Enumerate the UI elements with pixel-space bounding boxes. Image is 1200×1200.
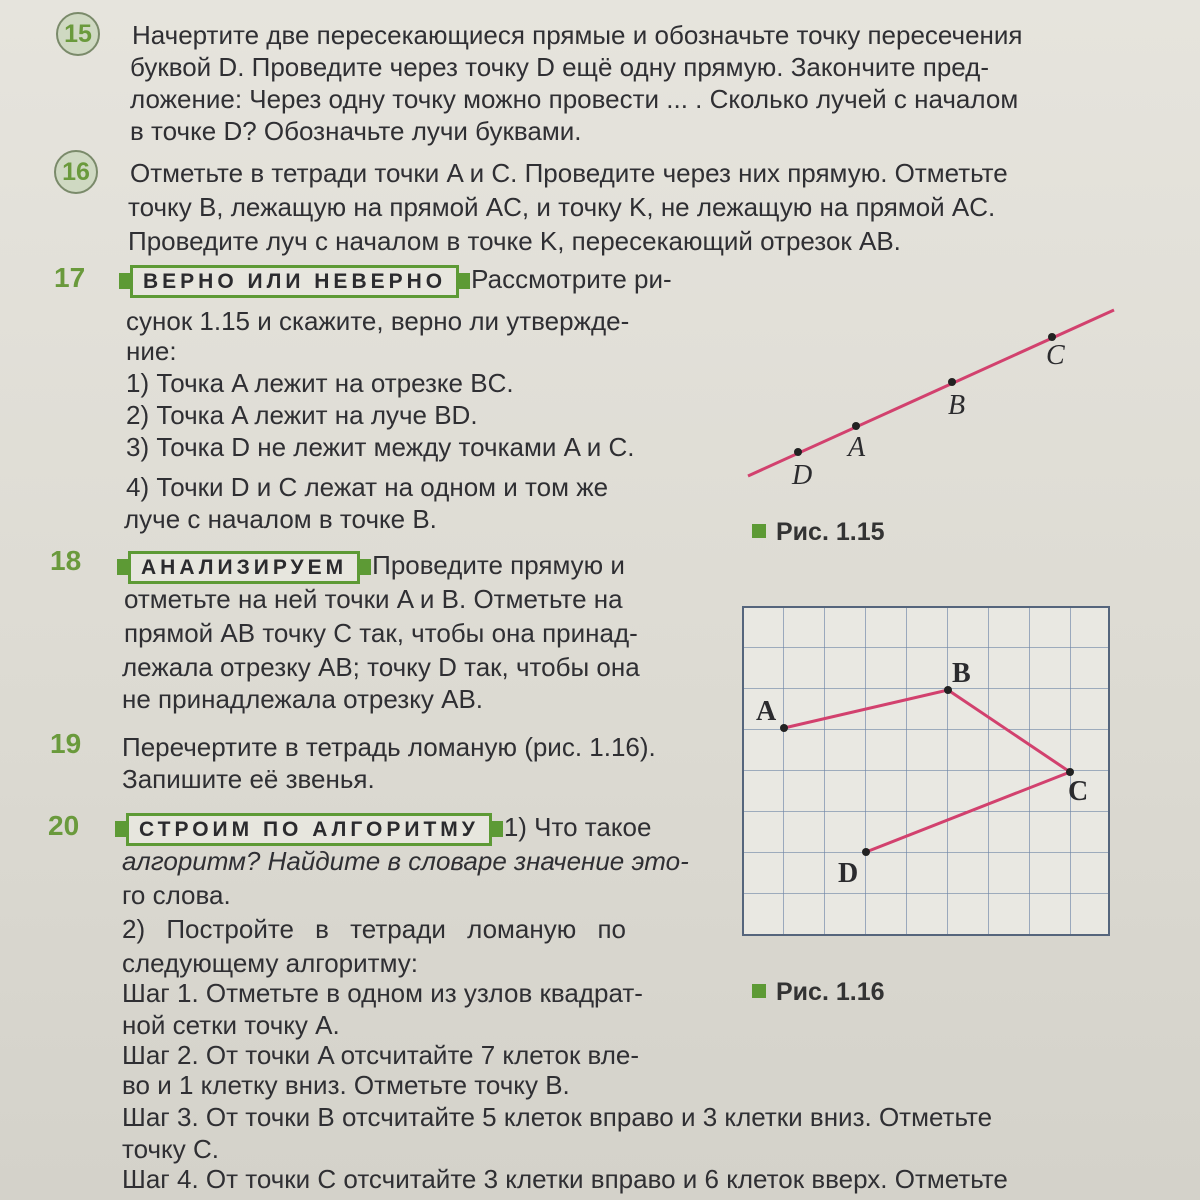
task17-line-3: ние:: [126, 336, 177, 366]
task17-line-2: сунок 1.15 и скажите, верно ли утвержде-: [126, 306, 630, 336]
task17-line-1: Рассмотрите ри-: [471, 264, 672, 294]
task18-header: [120, 550, 625, 584]
task18-line-3: прямой AB точку C так, чтобы она принад-: [124, 618, 638, 648]
task20-line-11: точку C.: [122, 1134, 219, 1164]
task15-line-4: в точке D? Обозначьте лучи буквами.: [130, 116, 582, 146]
figure-1-16: [742, 606, 1112, 940]
task17-line-8: луче с началом в точке B.: [124, 504, 437, 534]
task16-line-2: точку B, лежащую на прямой AC, и точку K, не лежащую на прямой AC.: [128, 192, 996, 222]
grid-point-b: [944, 686, 952, 694]
task20-line-6: Шаг 1. Отметьте в одном из узлов квадрат-: [122, 978, 643, 1008]
task20-line-2: [122, 846, 689, 877]
badge-true-false: ВЕРНО ИЛИ НЕВЕРНО: [130, 265, 459, 298]
task16-line-1: Отметьте в тетради точки A и C. Проведите через них прямую. Отметьте: [130, 158, 1008, 188]
task18-line-2: отметьте на ней точки A и B. Отметьте на: [124, 584, 623, 614]
label-d: D: [792, 460, 813, 491]
label-a: A: [848, 432, 866, 463]
task20-line-3: го слова.: [122, 880, 231, 910]
caption-marker: [752, 524, 766, 538]
task-number-20: 20: [48, 810, 80, 841]
caption-marker: [752, 984, 766, 998]
task20-line-5: следующему алгоритму:: [122, 948, 418, 978]
label-c: C: [1046, 340, 1065, 371]
task20-line-4: 2) Постройте в тетради ломаную по: [122, 914, 627, 944]
caption-text-1-16: Рис. 1.16: [776, 978, 885, 1006]
badge-analyze: АНАЛИЗИРУЕМ: [128, 551, 360, 584]
task16-line-3: Проведите луч с началом в точке K, пересекающий отрезок AB.: [128, 226, 901, 256]
task20-line-12: Шаг 4. От точки C отсчитайте 3 клетки вправо и 6 клеток вверх. Отметьте: [122, 1164, 1008, 1194]
task17-line-6: 3) Точка D не лежит между точками A и C.: [126, 432, 635, 462]
task15-line-2: буквой D. Проведите через точку D ещё одну прямую. Закончите пред-: [130, 52, 989, 82]
grid-label-d: D: [838, 858, 859, 889]
grid-point-a: [780, 724, 788, 732]
task-number-15: 15: [56, 12, 100, 56]
task15-line-1: Начертите две пересекающиеся прямые и обозначьте точку пересечения: [132, 20, 1023, 50]
task17-header: [122, 264, 672, 298]
label-b: B: [948, 390, 966, 421]
point-a: [852, 422, 860, 430]
task18-line-1: Проведите прямую и: [372, 550, 625, 580]
line-dc: [748, 310, 1114, 476]
task20-line-10: Шаг 3. От точки B отсчитайте 5 клеток вправо и 3 клетки вниз. Отметьте: [122, 1102, 993, 1132]
point-b: [948, 378, 956, 386]
task20-line-2-text: алгоритм? Найдите в словаре значение это-: [122, 846, 689, 876]
grid-label-a: A: [756, 696, 777, 727]
task18-line-5: не принадлежала отрезку AB.: [122, 684, 484, 714]
caption-fig-1-15: [752, 518, 885, 547]
task17-line-4: 1) Точка A лежит на отрезке BC.: [126, 368, 514, 398]
grid-label-b: B: [952, 658, 971, 689]
caption-fig-1-16: [752, 978, 885, 1007]
task-number-19: 19: [50, 728, 82, 759]
task20-line-7: ной сетки точку A.: [122, 1010, 340, 1040]
grid-lines: [743, 607, 1109, 935]
grid-label-c: C: [1068, 776, 1089, 807]
task-number-16: 16: [54, 150, 98, 194]
task20-line-1: 1) Что такое: [503, 812, 652, 842]
caption-text-1-15: Рис. 1.15: [776, 518, 885, 546]
task17-line-5: 2) Точка A лежит на луче BD.: [126, 400, 478, 430]
task18-line-4: лежала отрезку AB; точку D так, чтобы она: [122, 652, 640, 682]
task20-header: [118, 812, 651, 846]
task-number-17: 17: [54, 262, 86, 293]
task-number-18: 18: [50, 545, 82, 576]
badge-algorithm: СТРОИМ ПО АЛГОРИТМУ: [126, 813, 492, 846]
task15-line-3: ложение: Через одну точку можно провести ... . Сколько лучей с началом: [130, 84, 1019, 114]
grid-point-c: [1066, 768, 1074, 776]
grid-point-d: [862, 848, 870, 856]
point-d: [794, 448, 802, 456]
task20-line-8: Шаг 2. От точки A отсчитайте 7 клеток вле-: [122, 1040, 640, 1070]
task17-line-7: 4) Точки D и C лежат на одном и том же: [126, 472, 609, 502]
figure-1-15: [730, 300, 1130, 500]
task19-line-1: Перечертите в тетрадь ломаную (рис. 1.16).: [122, 732, 656, 762]
task19-line-2: Запишите её звенья.: [122, 764, 375, 794]
task20-line-9: во и 1 клетку вниз. Отметьте точку B.: [122, 1070, 570, 1100]
